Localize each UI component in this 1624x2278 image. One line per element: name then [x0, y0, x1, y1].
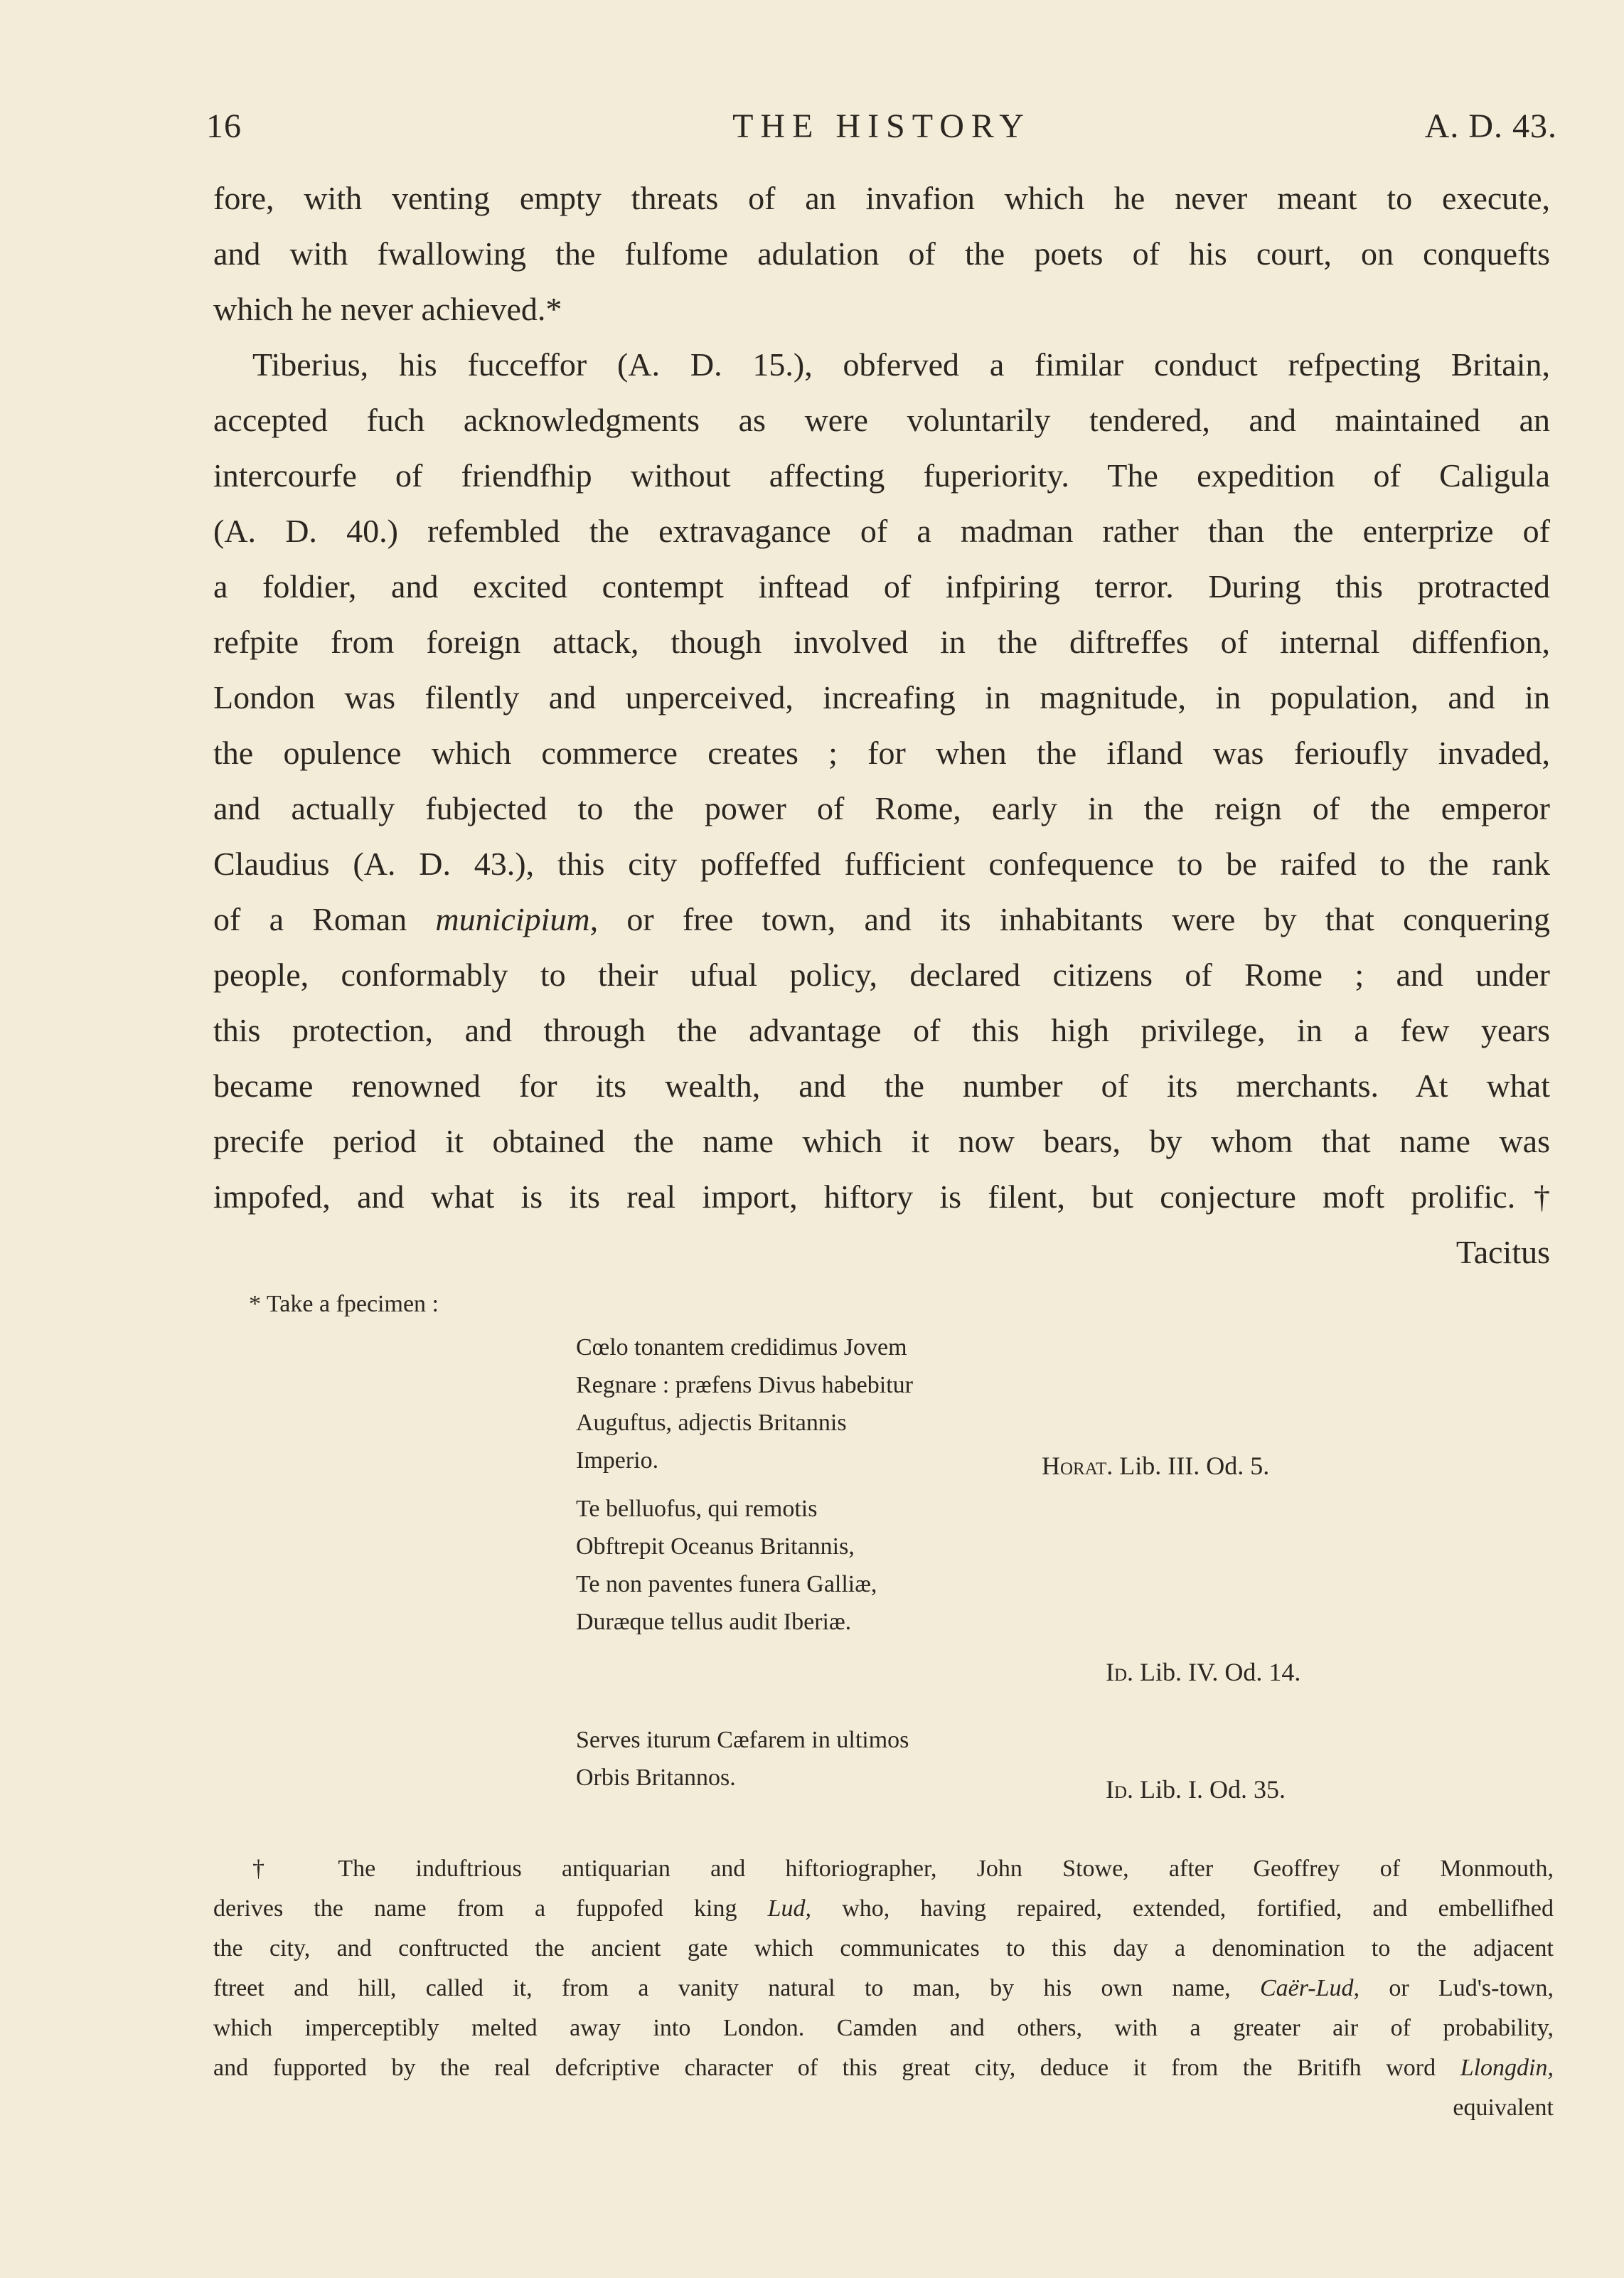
italic-term: Lud,: [767, 1895, 812, 1922]
text-line: refpite from foreign attack, though involved in the diftreffes of internal diffenfion,: [213, 624, 1550, 660]
text-line: the opulence which commerce creates ; for when the ifland was ferioufly invaded,: [213, 735, 1550, 771]
text-fragment: and fupported by the real defcriptive character of this great city, deduce it from the Britifh word: [213, 2055, 1436, 2081]
verse-line: Orbis Britannos.: [576, 1765, 736, 1791]
text-fragment: who, having repaired, extended, fortified, and embellifhed: [842, 1895, 1554, 1922]
reference-author: Horat.: [1042, 1452, 1113, 1480]
text-line: [213, 892, 1550, 947]
italic-term: Caër-Lud,: [1259, 1975, 1359, 2001]
text-line: precife period it obtained the name which it now bears, by whom that name was: [213, 1123, 1550, 1159]
text-line: accepted fuch acknowledgments as were voluntarily tendered, and maintained an: [213, 402, 1550, 438]
verse-line: Obftrepit Oceanus Britannis,: [576, 1533, 855, 1560]
verse-line: Serves iturum Cæfarem in ultimos: [576, 1727, 909, 1753]
running-title: THE HISTORY: [732, 107, 1031, 145]
text-fragment: of a Roman: [213, 901, 407, 937]
text-line: intercourfe of friendfhip without affecting fuperiority. The expedition of Caligula: [213, 457, 1550, 494]
text-fragment: or free town, and its inhabitants were by that conquering: [626, 901, 1551, 937]
text-line: people, conformably to their ufual policy, declared citizens of Rome ; and under: [213, 957, 1550, 993]
text-line: (A. D. 40.) refembled the extravagance of a madman rather than the enterprize of: [213, 513, 1550, 549]
text-line: impofed, and what is its real import, hiftory is filent, but conjecture moft prolific.†: [213, 1178, 1550, 1215]
text-line: a foldier, and excited contempt inftead of infpiring terror. During this protracted: [213, 568, 1550, 605]
page-number: 16: [206, 107, 242, 145]
footnote-line: [213, 1889, 1554, 1929]
running-header: [206, 107, 1557, 156]
main-text: [213, 171, 1550, 1280]
verse-line: Regnare : præfens Divus habebitur: [576, 1372, 913, 1398]
text-fragment: or Lud's-town,: [1389, 1975, 1554, 2001]
footnote-dagger: [213, 1849, 1554, 2128]
verse-reference: [1042, 1451, 1269, 1481]
italic-term: Llongdin,: [1460, 2055, 1554, 2081]
verse-line: Te non paventes funera Galliæ,: [576, 1571, 877, 1597]
footnote-line: which imperceptibly melted away into London. Camden and others, with a greater air of probability,: [213, 2015, 1554, 2041]
reference-author: Id.: [1106, 1658, 1134, 1686]
catchword: equivalent: [1453, 2095, 1554, 2121]
verse-reference: [1106, 1774, 1286, 1804]
italic-term: municipium,: [435, 901, 599, 937]
verse-line: Imperio.: [576, 1447, 659, 1474]
text-line: which he never achieved.*: [213, 291, 562, 327]
text-line: London was filently and unperceived, increafing in magnitude, in population, and in: [213, 679, 1550, 715]
text-fragment: derives the name from a fuppofed king: [213, 1895, 737, 1922]
text-line: and actually fubjected to the power of Rome, early in the reign of the emperor: [213, 790, 1550, 826]
text-line: this protection, and through the advantage of this high privilege, in a few years: [213, 1012, 1550, 1048]
header-year: A. D. 43.: [1424, 107, 1557, 145]
footnote-line: the city, and conftructed the ancient gate which communicates to this day a denomination to the adjacent: [213, 1935, 1554, 1962]
verse-line: Cœlo tonantem credidimus Jovem: [576, 1334, 907, 1361]
catchword: Tacitus: [1455, 1234, 1550, 1270]
verse-line: Auguftus, adjectis Britannis: [576, 1410, 847, 1436]
text-line: Tiberius, his fucceffor (A. D. 15.), obferved a fimilar conduct refpecting Britain,: [252, 346, 1550, 383]
footnote-line: [213, 1969, 1554, 2008]
footnote-line: [213, 2048, 1554, 2088]
footnote-intro: * Take a fpecimen :: [249, 1291, 439, 1317]
text-line: fore, with venting empty threats of an invafion which he never meant to execute,: [213, 180, 1550, 216]
verse-block: [576, 1329, 1394, 1479]
text-fragment: ftreet and hill, called it, from a vanity natural to man, by his own name,: [213, 1975, 1231, 2001]
text-line: and with fwallowing the fulfome adulation of the poets of his court, on conquefts: [213, 235, 1550, 272]
text-line: Claudius (A. D. 43.), this city poffeffed fufficient confequence to be raifed to the rank: [213, 846, 1550, 882]
verse-reference: [1106, 1657, 1300, 1687]
verse-line: Duræque tellus audit Iberiæ.: [576, 1609, 852, 1635]
reference-author: Id.: [1106, 1775, 1134, 1804]
footnote-line: † The induftrious antiquarian and hiftoriographer, John Stowe, after Geoffrey of Monmouth,: [252, 1856, 1554, 1882]
verse-block: [576, 1490, 1394, 1641]
verse-line: Te belluofus, qui remotis: [576, 1496, 818, 1522]
reference-location: Lib. III. Od. 5.: [1119, 1452, 1270, 1480]
reference-location: Lib. I. Od. 35.: [1140, 1775, 1286, 1804]
reference-location: Lib. IV. Od. 14.: [1140, 1658, 1301, 1686]
text-line: became renowned for its wealth, and the number of its merchants. At what: [213, 1068, 1550, 1104]
